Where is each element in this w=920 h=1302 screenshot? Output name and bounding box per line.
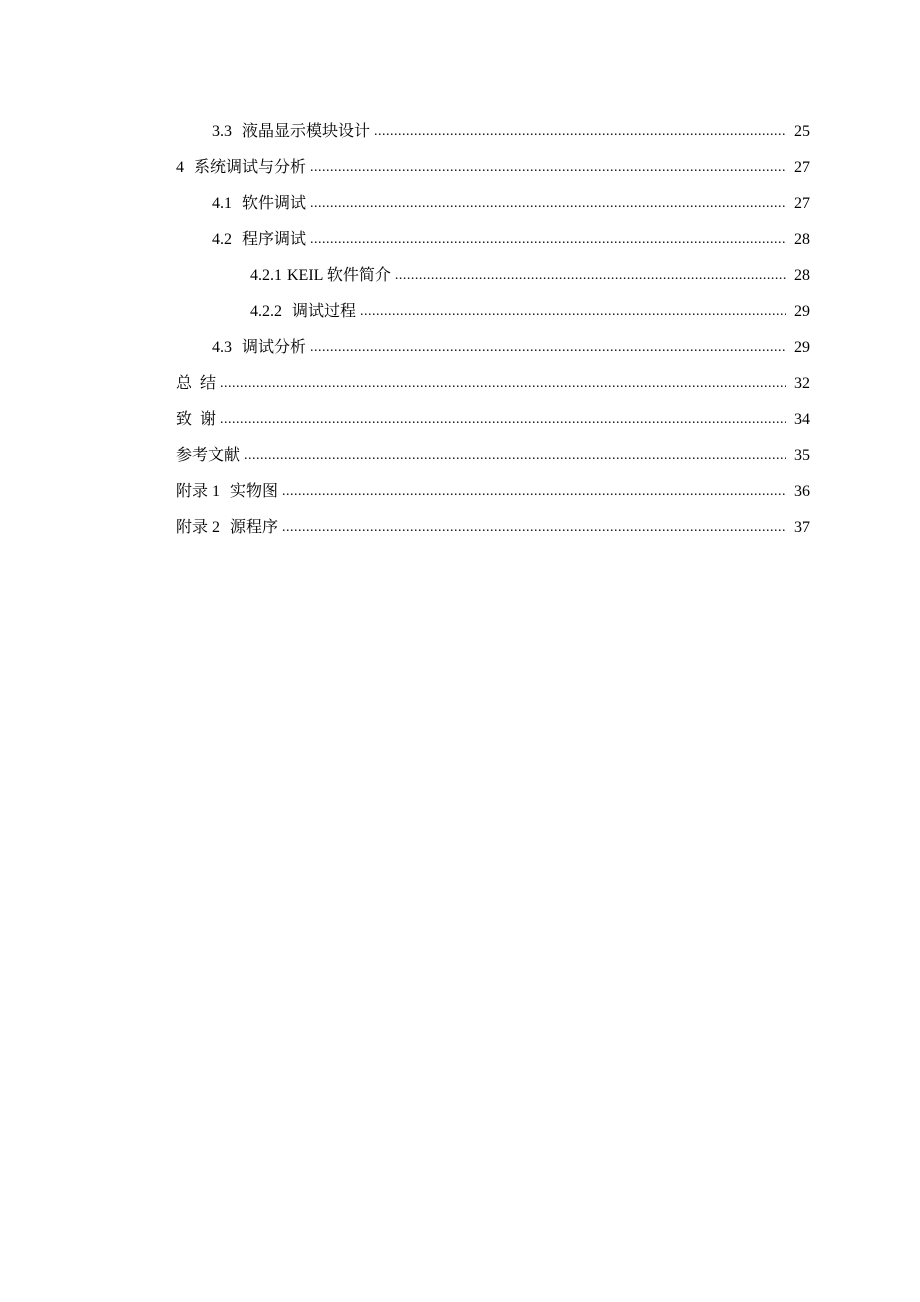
toc-entry-3-3[interactable] (0, 114, 920, 150)
toc-entry-title: 源程序 (230, 519, 279, 536)
dot-leader (310, 158, 786, 178)
toc-entry-4-2-1[interactable] (0, 258, 920, 294)
dot-leader (244, 446, 786, 466)
toc-entry-page: 28 (794, 267, 810, 284)
toc-entry-label (212, 230, 310, 250)
toc-entry-page: 28 (794, 231, 810, 248)
toc-entry-4-2[interactable] (0, 222, 920, 258)
toc-entry-summary[interactable] (0, 366, 920, 402)
dot-leader (374, 122, 786, 142)
toc-entry-page: 36 (794, 483, 810, 500)
toc-entry-title: 程序调试 (242, 231, 307, 248)
toc-entry-number: 4.1 (212, 195, 232, 212)
toc-entry-label (176, 482, 282, 502)
toc-entry-label (212, 194, 310, 214)
toc-entry-label (176, 374, 220, 394)
toc-entry-label (250, 266, 395, 286)
toc-entry-label (250, 302, 360, 322)
toc-entry-page: 32 (794, 375, 810, 392)
toc-entry-page: 29 (794, 303, 810, 320)
toc-entry-4[interactable] (0, 150, 920, 186)
toc-entry-page: 25 (794, 123, 810, 140)
dot-leader (310, 194, 786, 214)
dot-leader (360, 302, 786, 322)
toc-entry-number: 4.3 (212, 339, 232, 356)
dot-leader (310, 338, 786, 358)
toc-entry-title: 参考文献 (176, 447, 241, 464)
toc-entry-appendix-1[interactable] (0, 474, 920, 510)
toc-entry-references[interactable] (0, 438, 920, 474)
toc-entry-page: 37 (794, 519, 810, 536)
toc-entry-acknowledgements[interactable] (0, 402, 920, 438)
toc-entry-number: 3.3 (212, 123, 232, 140)
toc-entry-label (176, 410, 220, 430)
toc-entry-title: 致 谢 (176, 411, 217, 428)
dot-leader (310, 230, 786, 250)
toc-entry-page: 29 (794, 339, 810, 356)
toc-entry-page: 27 (794, 159, 810, 176)
toc-entry-title: 系统调试与分析 (194, 159, 307, 176)
dot-leader (282, 482, 786, 502)
toc-entry-appendix-2[interactable] (0, 510, 920, 546)
toc-entry-4-3[interactable] (0, 330, 920, 366)
toc-entry-number: 4 (176, 159, 184, 176)
dot-leader (220, 374, 786, 394)
toc-entry-number: 附录 2 (176, 519, 221, 536)
toc-entry-number: 附录 1 (176, 483, 221, 500)
toc-entry-title: 调试分析 (242, 339, 307, 356)
toc-entry-label (176, 446, 244, 466)
toc-entry-title: 实物图 (230, 483, 279, 500)
dot-leader (220, 410, 786, 430)
toc-entry-label (212, 338, 310, 358)
toc-entry-page: 35 (794, 447, 810, 464)
toc-entry-title: 软件调试 (242, 195, 307, 212)
toc-entry-number: 4.2.2 (250, 303, 282, 320)
toc-entry-page: 27 (794, 195, 810, 212)
toc-entry-4-1[interactable] (0, 186, 920, 222)
dot-leader (395, 266, 786, 286)
dot-leader (282, 518, 786, 538)
toc-entry-label (176, 158, 310, 178)
toc-entry-title: 液晶显示模块设计 (242, 123, 371, 140)
toc-entry-title: 调试过程 (292, 303, 357, 320)
toc-entry-title: KEIL 软件简介 (287, 267, 391, 284)
toc-entry-4-2-2[interactable] (0, 294, 920, 330)
toc-entry-title: 总 结 (176, 375, 217, 392)
toc-entry-number: 4.2 (212, 231, 232, 248)
toc-entry-page: 34 (794, 411, 810, 428)
table-of-contents (0, 114, 920, 546)
toc-entry-number: 4.2.1 (250, 267, 282, 284)
toc-entry-label (176, 518, 282, 538)
toc-entry-label (212, 122, 374, 142)
